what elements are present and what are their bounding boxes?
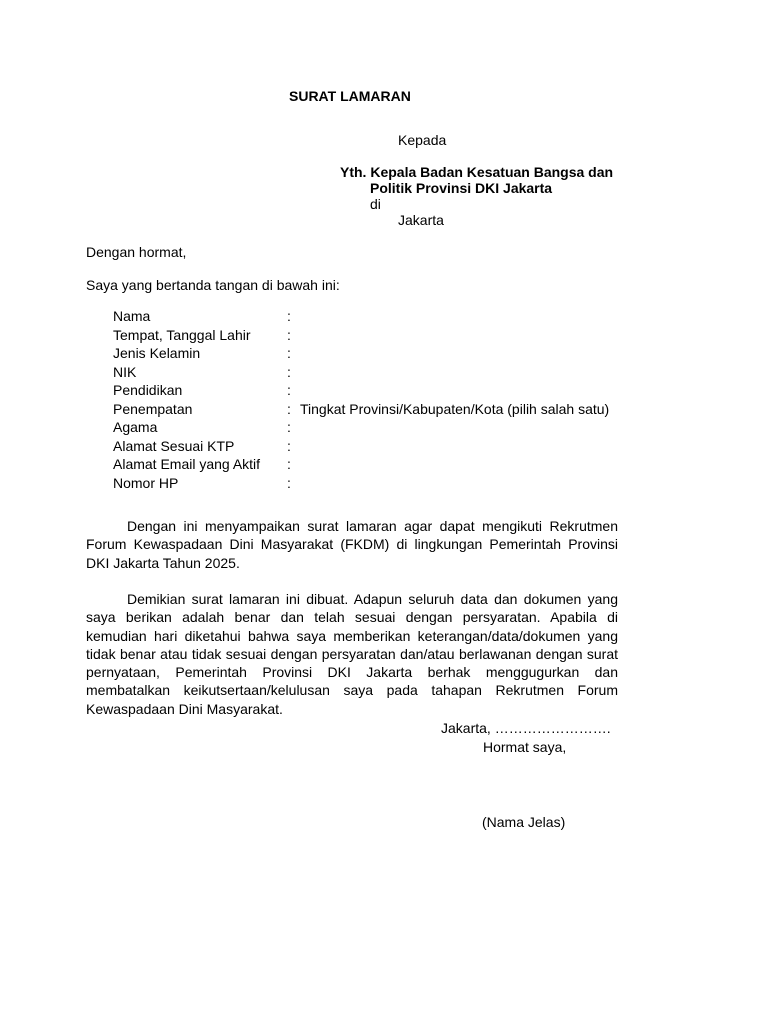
salutation: Dengan hormat, [86,244,187,260]
field-label: Nomor HP [113,474,179,491]
letter-title: SURAT LAMARAN [289,88,411,104]
recipient-line-2: Politik Provinsi DKI Jakarta [370,180,553,196]
field-label: Alamat Email yang Aktif [113,456,261,472]
signature-closing: Hormat saya, [483,739,567,755]
field-colon: : [287,308,291,324]
field-label: Nama [113,308,151,324]
field-label: Agama [113,419,158,435]
field-colon: : [287,474,291,491]
field-colon: : [287,456,291,472]
recipient-kepada: Kepada [398,132,447,148]
field-colon: : [287,326,291,343]
field-colon: : [287,419,291,435]
body-paragraph-2: Demikian surat lamaran ini dibuat. Adapun seluruh data dan dokumen yang saya berikan adalah benar dan telah sesuai dengan persyaratan. Apabila di kemudian hari diketahui bahwa saya memberikan keterangan/data/dokumen yang tidak benar atau tidak sesuai dengan persyaratan dan/atau berlawanan dengan surat pernyataan, Pemerintah Provinsi DKI Jakarta berhak menggugurkan dan membatalkan keikutsertaan/kelulusan saya pada tahapan Rekrutmen Forum Kewaspadaan Dini Masyarakat. [86,591,618,717]
field-colon: : [287,400,291,417]
field-value: Tingkat Provinsi/Kabupaten/Kota (pilih salah satu) [300,400,610,417]
recipient-di: di [370,196,381,212]
field-label: Jenis Kelamin [113,345,201,361]
field-label: Alamat Sesuai KTP [113,437,235,454]
field-colon: : [287,345,291,361]
recipient-line-1: Yth. Kepala Badan Kesatuan Bangsa dan [340,164,614,180]
field-label: Tempat, Tanggal Lahir [113,326,251,343]
field-colon: : [287,437,291,454]
field-colon: : [287,382,291,398]
signature-name: (Nama Jelas) [482,814,566,830]
field-label: NIK [113,363,137,380]
body-paragraph-1: Dengan ini menyampaikan surat lamaran agar dapat mengikuti Rekrutmen Forum Kewaspadaan Dini Masyarakat (FKDM) di lingkungan Pemerintah Provinsi DKI Jakarta Tahun 2025. [86,518,618,571]
field-colon: : [287,363,291,380]
recipient-city: Jakarta [398,212,444,228]
field-label: Pendidikan [113,382,183,398]
field-label: Penempatan [113,400,193,417]
signature-place-date: Jakarta, ……………………. [441,720,611,736]
intro-text: Saya yang bertanda tangan di bawah ini: [86,277,340,293]
